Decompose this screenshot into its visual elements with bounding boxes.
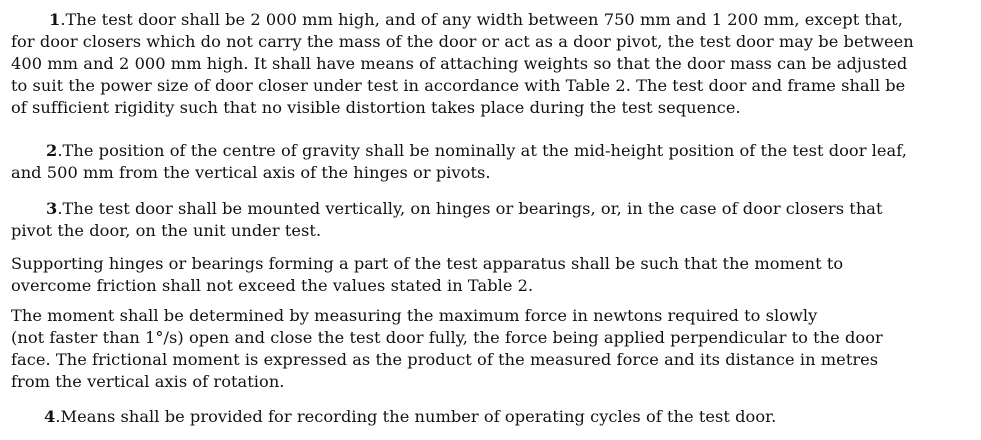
clause-line: for door closers which do not carry the mass of the door or act as a door pivot, the test door may be between — [11, 32, 914, 51]
moment-paragraph — [11, 305, 977, 393]
clause-4 — [11, 406, 977, 428]
paragraph-line: The moment shall be determined by measuring the maximum force in newtons required to slowly — [11, 306, 818, 325]
clause-1 — [11, 9, 977, 119]
clause-line: of sufficient rigidity such that no visible distortion takes place during the test sequence. — [11, 98, 741, 117]
clause-line: and 500 mm from the vertical axis of the hinges or pivots. — [11, 163, 491, 182]
clause-line: 1.The test door shall be 2 000 mm high, and of any width between 750 mm and 1 200 mm, except that, — [49, 10, 903, 29]
clause-number: 4 — [44, 407, 56, 426]
paragraph-line: from the vertical axis of rotation. — [11, 372, 285, 391]
clause-number: 2 — [46, 141, 58, 160]
clause-line: 4.Means shall be provided for recording the number of operating cycles of the test door. — [44, 407, 777, 426]
clause-line: 2.The position of the centre of gravity shall be nominally at the mid-height position of the test door leaf, — [46, 141, 907, 160]
paragraph-line: face. The frictional moment is expressed as the product of the measured force and its distance in metres — [11, 350, 879, 369]
paragraph-line: (not faster than 1°/s) open and close the test door fully, the force being applied perpendicular to the door — [11, 328, 883, 347]
clause-3 — [11, 198, 977, 242]
paragraph-line: Supporting hinges or bearings forming a part of the test apparatus shall be such that the moment to — [11, 254, 844, 273]
clause-line: 400 mm and 2 000 mm high. It shall have means of attaching weights so that the door mass can be adjusted — [11, 54, 908, 73]
clause-line: pivot the door, on the unit under test. — [11, 221, 322, 240]
clause-2 — [11, 140, 977, 184]
supporting-hinges-paragraph — [11, 253, 977, 297]
clause-line: to suit the power size of door closer under test in accordance with Table 2. The test door and frame shall be — [11, 76, 906, 95]
clause-line: 3.The test door shall be mounted vertically, on hinges or bearings, or, in the case of door closers that — [46, 199, 883, 218]
clause-number: 1 — [49, 10, 61, 29]
clause-number: 3 — [46, 199, 58, 218]
paragraph-line: overcome friction shall not exceed the values stated in Table 2. — [11, 276, 534, 295]
